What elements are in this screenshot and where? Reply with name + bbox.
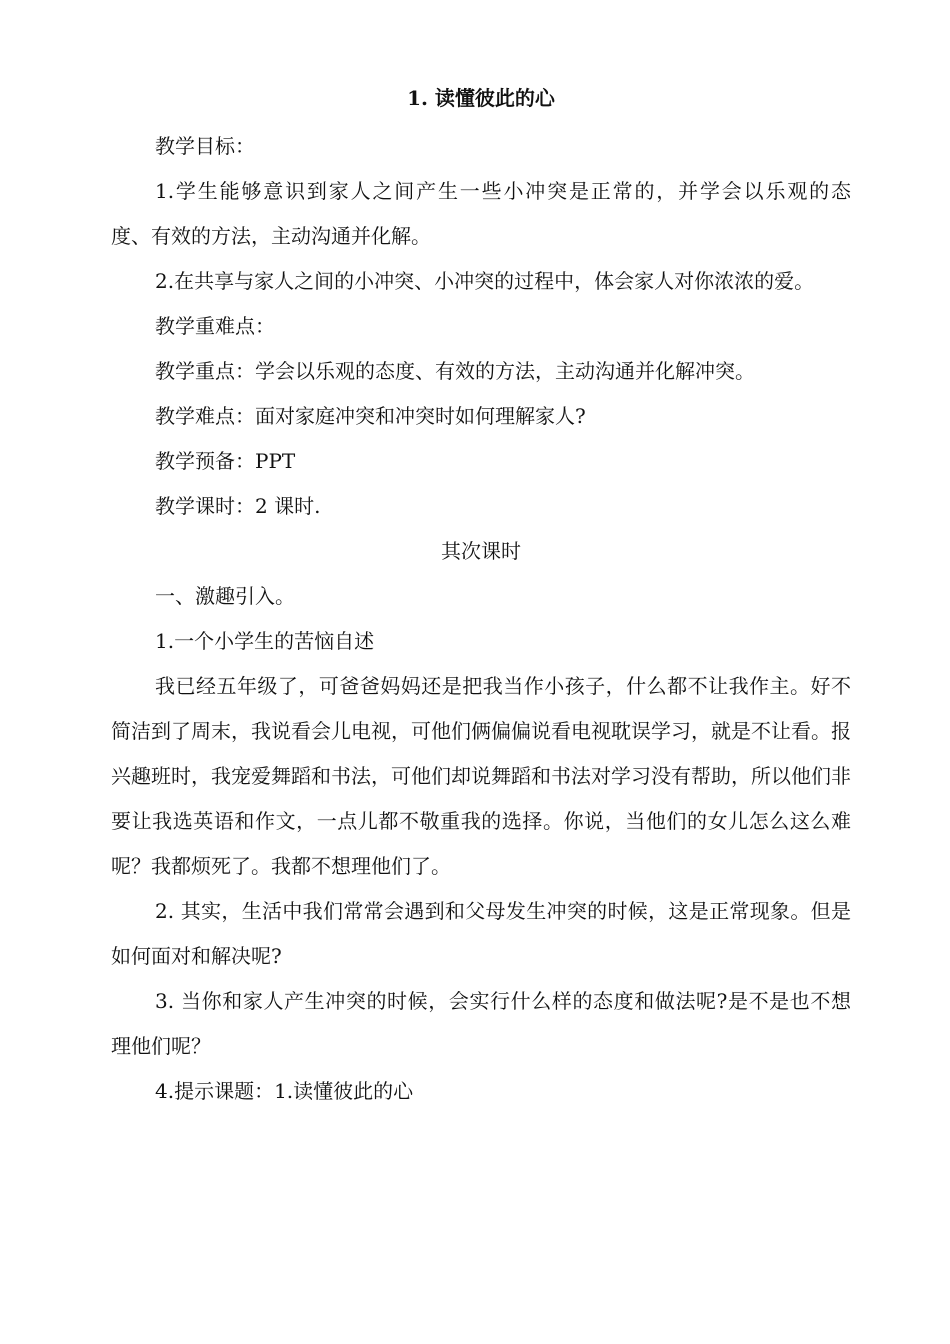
objectives-heading: 教学目标： [155, 134, 255, 158]
student-story: 我已经五年级了，可爸爸妈妈还是把我当作小孩子，什么都不让我作主。好不简洁到了周末，我说看会儿电视，可他们俩偏偏说看电视耽误学习，就是不让看。报兴趣班时，我宠爱舞蹈和书法，可他们却说舞蹈和书法对学习没有帮助，所以他们非要让我选英语和作文，一点儿都不敬重我的选择。你说，当他们的女儿怎么这么难呢？我都烦死了。我都不想理他们了。 [111, 674, 851, 878]
lesson-title: 1. 读懂彼此的心 [407, 86, 555, 110]
item-2: 2. 其实，生活中我们常常会遇到和父母发生冲突的时候，这是正常现象。但是如何面对和解决呢? [111, 899, 851, 968]
part-one-heading: 一、激趣引入。 [155, 584, 295, 608]
section-heading: 其次课时 [441, 539, 521, 563]
teaching-hours: 教学课时：2 课时. [155, 494, 321, 518]
difficult-point: 教学难点：面对家庭冲突和冲突时如何理解家人? [155, 404, 586, 428]
document-body [111, 78, 871, 1114]
key-points-heading: 教学重难点： [155, 314, 275, 338]
key-point: 教学重点：学会以乐观的态度、有效的方法，主动沟通并化解冲突。 [155, 359, 755, 383]
objective-2: 2.在共享与家人之间的小冲突、小冲突的过程中，体会家人对你浓浓的爱。 [155, 269, 815, 293]
item-3: 3. 当你和家人产生冲突的时候，会实行什么样的态度和做法呢?是不是也不想理他们呢？ [111, 989, 851, 1058]
item-4: 4.提示课题：1.读懂彼此的心 [155, 1079, 414, 1103]
objective-1: 1.学生能够意识到家人之间产生一些小冲突是正常的，并学会以乐观的态 度、有效的方法，主动沟通并化解。 [111, 179, 871, 248]
teaching-preparation: 教学预备：PPT [155, 449, 296, 473]
item-1-heading: 1.一个小学生的苦恼自述 [155, 629, 375, 653]
